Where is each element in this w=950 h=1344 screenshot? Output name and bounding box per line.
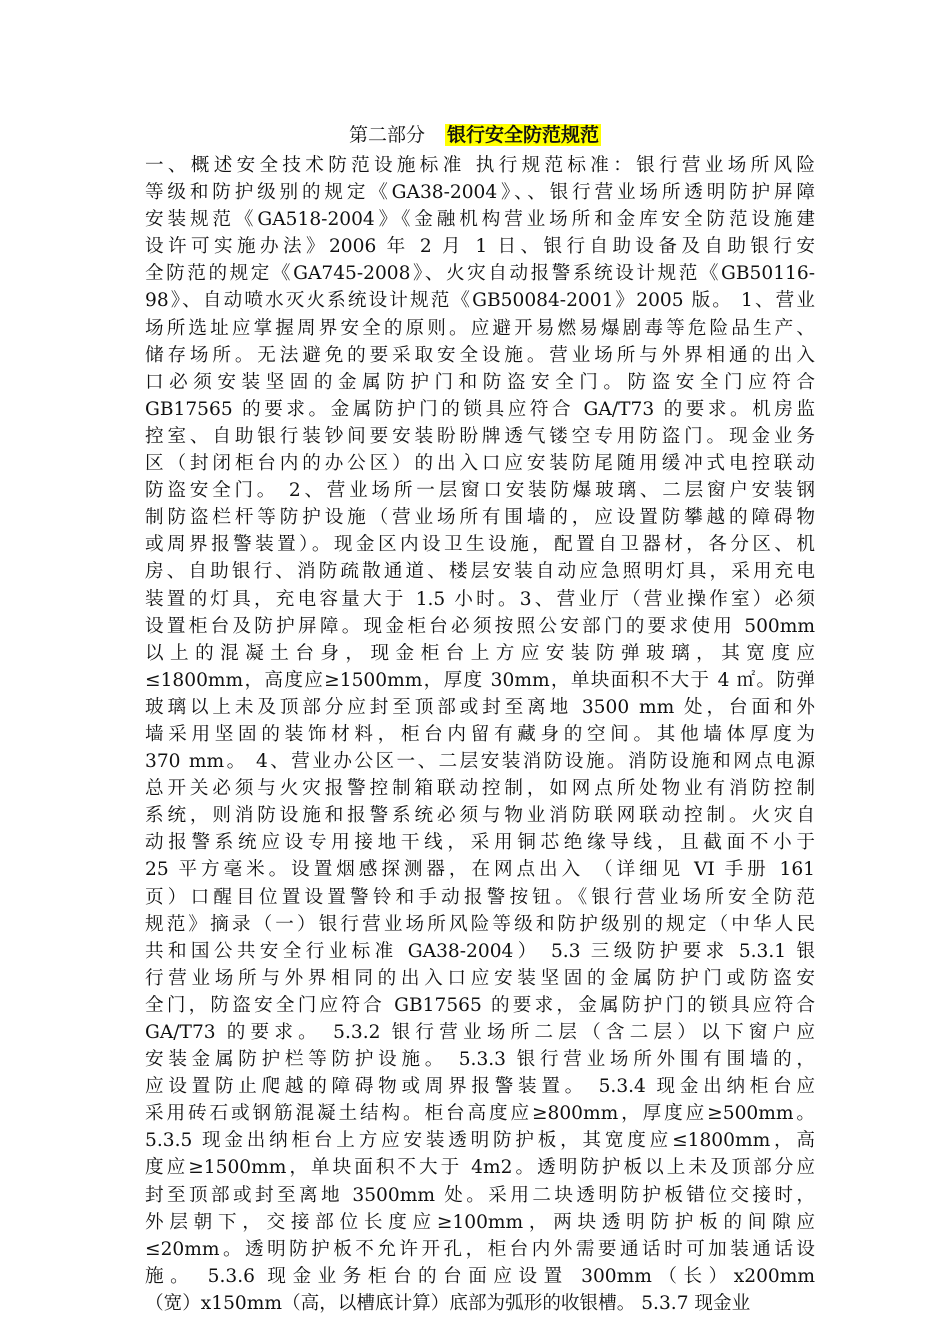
body-line: 采用砖石或钢筋混凝土结构。柜台高度应≥800mm，厚度应≥500mm。	[145, 1103, 815, 1125]
body-line: 或周界报警装置）。现金区内设卫生设施，配置自卫器材，各分区、机	[145, 534, 815, 556]
document-title	[145, 122, 805, 148]
body-line: 施。 5.3.6 现金业务柜台的台面应设置 300mm（长）x200mm	[145, 1265, 815, 1287]
body-line: 等级和防护级别的规定《GA38-2004》、、银行营业场所透明防护屏障	[145, 182, 815, 204]
body-line: 25 平方毫米。设置烟感探测器，在网点出入 （详细见 VI 手册 161	[145, 859, 815, 881]
body-line: GB17565 的要求。金属防护门的锁具应符合 GA/T73 的要求。机房监	[145, 398, 815, 420]
body-line: 共和国公共安全行业标准 GA38-2004） 5.3 三级防护要求 5.3.1 银	[145, 940, 815, 962]
body-line: 区（封闭柜台内的办公区）的出入口应安装防尾随用缓冲式电控联动	[145, 453, 815, 475]
title-section-label: 第二部分	[348, 124, 425, 146]
body-line: 设置柜台及防护屏障。现金柜台必须按照公安部门的要求使用 500mm	[145, 615, 815, 637]
title-highlighted-heading: 银行安全防范规范	[447, 124, 600, 146]
body-line: 墙采用坚固的装饰材料，柜台内留有藏身的空间。其他墙体厚度为	[145, 723, 815, 745]
body-line: 制防盗栏杆等防护设施（营业场所有围墙的，应设置防攀越的障碍物	[145, 507, 815, 529]
body-line: 封至顶部或封至离地 3500mm 处。采用二块透明防护板错位交接时，	[145, 1184, 815, 1206]
body-line: 控室、自助银行装钞间要安装盼盼牌透气镂空专用防盗门。现金业务	[145, 425, 815, 447]
body-line: 98》、自动喷水灭火系统设计规范《GB50084-2001》2005 版。 1、营业	[145, 290, 815, 312]
body-line: 设许可实施办法》2006 年 2 月 1 日、银行自助设备及自助银行安	[145, 236, 815, 258]
body-line: 规范》摘录（一）银行营业场所风险等级和防护级别的规定（中华人民	[145, 913, 815, 935]
body-line: 370 mm。 4、营业办公区一、二层安装消防设施。消防设施和网点电源	[145, 751, 815, 773]
body-line: 全门，防盗安全门应符合 GB17565 的要求，金属防护门的锁具应符合	[145, 994, 815, 1016]
body-line: 全防范的规定《GA745-2008》、火灾自动报警系统设计规范《GB50116-	[145, 263, 815, 285]
body-line: 系统，则消防设施和报警系统必须与物业消防联网联动控制。火灾自	[145, 805, 815, 827]
body-line: 外层朝下，交接部位长度应≥100mm，两块透明防护板的间隙应	[145, 1211, 815, 1233]
body-line: ≤20mm。透明防护板不允许开孔，柜台内外需要通话时可加装通话设	[145, 1238, 815, 1260]
body-line: 行营业场所与外界相同的出入口应安装坚固的金属防护门或防盗安	[145, 967, 815, 989]
body-line: 防盗安全门。 2、营业场所一层窗口安装防爆玻璃、二层窗户安装钢	[145, 480, 815, 502]
body-line: 页）口醒目位置设置警铃和手动报警按钮。《银行营业场所安全防范	[145, 886, 815, 908]
body-line: 以上的混凝土台身，现金柜台上方应安装防弹玻璃，其宽度应	[145, 642, 815, 664]
body-line: 5.3.5 现金出纳柜台上方应安装透明防护板，其宽度应≤1800mm，高	[145, 1130, 815, 1152]
body-line: ≤1800mm，高度应≥1500mm，厚度 30mm，单块面积不大于 4 ㎡。防弹	[145, 669, 815, 691]
body-line: 储存场所。无法避免的要采取安全设施。营业场所与外界相通的出入	[145, 344, 815, 366]
body-line: （宽）x150mm（高，以槽底计算）底部为弧形的收银槽。 5.3.7 现金业	[145, 1292, 751, 1314]
body-line: 总开关必须与火灾报警控制箱联动控制，如网点所处物业有消防控制	[145, 778, 815, 800]
body-line: 场所选址应掌握周界安全的原则。应避开易燃易爆剧毒等危险品生产、	[145, 317, 815, 339]
body-line: 度应≥1500mm，单块面积不大于 4m2。透明防护板以上未及顶部分应	[145, 1157, 815, 1179]
body-line: 一、概述安全技术防范设施标准 执行规范标准：银行营业场所风险	[145, 155, 815, 176]
body-text	[145, 152, 815, 1317]
body-line: 玻璃以上未及顶部分应封至顶部或封至离地 3500 mm 处，台面和外	[145, 696, 815, 718]
body-line: 安装规范《GA518-2004》《金融机构营业场所和金库安全防范设施建	[145, 209, 815, 231]
body-line: GA/T73 的要求。 5.3.2 银行营业场所二层（含二层）以下窗户应	[145, 1022, 815, 1043]
body-line: 口必须安装坚固的金属防护门和防盗安全门。防盗安全门应符合	[145, 371, 815, 393]
body-line: 装置的灯具，充电容量大于 1.5 小时。3、营业厅（营业操作室）必须	[145, 588, 815, 610]
body-line: 安装金属防护栏等防护设施。 5.3.3 银行营业场所外围有围墙的，	[145, 1049, 815, 1071]
body-line: 应设置防止爬越的障碍物或周界报警装置。 5.3.4 现金出纳柜台应	[145, 1076, 815, 1098]
body-line: 动报警系统应设专用接地干线，采用铜芯绝缘导线，且截面不小于	[145, 832, 815, 854]
body-line: 房、自助银行、消防疏散通道、楼层安装自动应急照明灯具，采用充电	[145, 561, 815, 583]
